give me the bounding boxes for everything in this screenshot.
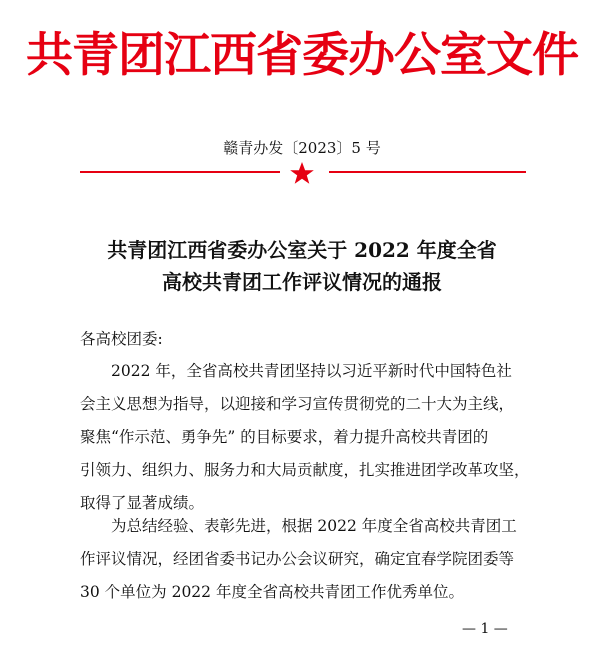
document-masthead: 共青团江西省委办公室文件 — [26, 28, 578, 83]
body-line: 作评议情况，经团省委书记办公会议研究，确定宜春学院团委等 — [80, 550, 515, 568]
body-line: 取得了显著成绩。 — [80, 494, 205, 512]
document-number: 赣青办发〔2023〕5 号 — [223, 139, 381, 157]
body-line: 聚焦“作示范、勇争先” 的目标要求，着力提升高校共青团的 — [80, 428, 489, 446]
body-line: 2022 年，全省高校共青团坚持以习近平新时代中国特色社 — [80, 362, 512, 380]
body-line: 引领力、组织力、服务力和大局贡献度，扎实推进团学改革攻坚， — [80, 461, 530, 479]
document-title-line-1: 共青团江西省委办公室关于 2022 年度全省 — [107, 238, 497, 262]
red-divider-right — [329, 171, 526, 173]
page-number: — 1 — — [462, 621, 508, 637]
red-star-icon — [288, 160, 316, 188]
body-line: 30 个单位为 2022 年度全省高校共青团工作优秀单位。 — [80, 583, 464, 601]
salutation: 各高校团委: — [80, 330, 163, 348]
red-divider-left — [80, 171, 280, 173]
document-title-line-2: 高校共青团工作评议情况的通报 — [162, 270, 442, 294]
body-line: 为总结经验、表彰先进，根据 2022 年度全省高校共青团工 — [80, 517, 517, 535]
body-line: 会主义思想为指导，以迎接和学习宣传贯彻党的二十大为主线， — [80, 395, 515, 413]
